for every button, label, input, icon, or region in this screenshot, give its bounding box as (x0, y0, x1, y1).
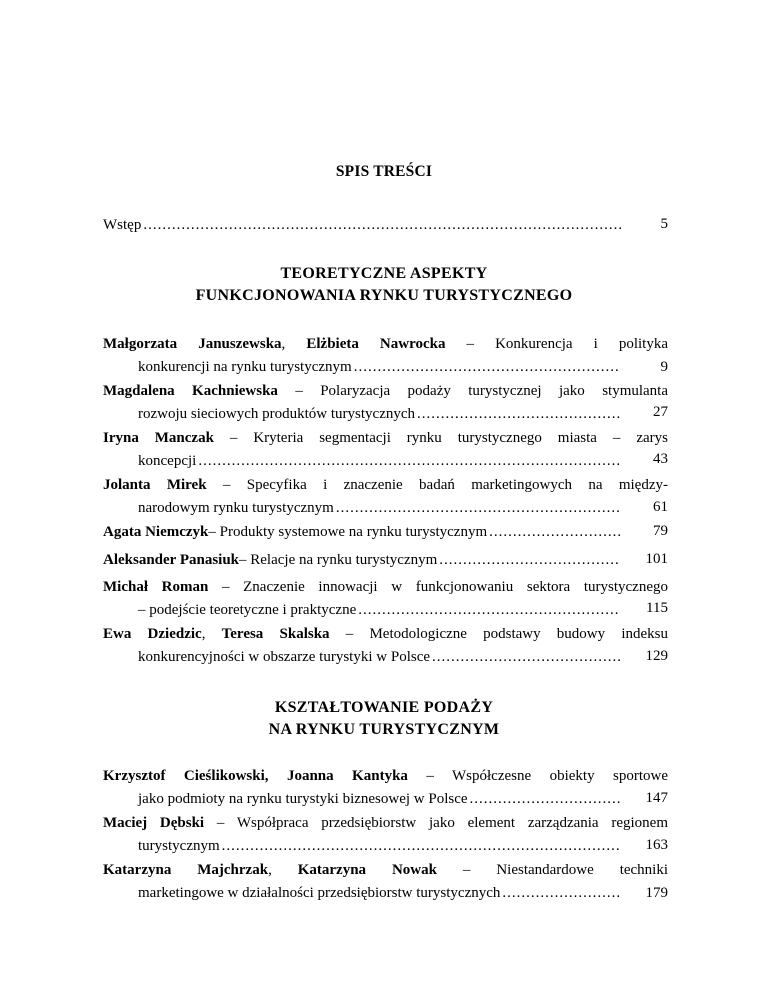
entry-page-number: 61 (653, 499, 668, 515)
entry-author: Ewa Dziedzic (103, 626, 202, 642)
entry-page-number: 115 (646, 600, 668, 616)
toc-entry (103, 521, 620, 544)
entry-page-number: 5 (660, 216, 668, 232)
entry-title: – Metodologiczne podstawy budowy indeksu (329, 626, 669, 642)
entry-author: Katarzyna Majchrzak (103, 862, 269, 878)
entry-title: rozwoju sieciowych produktów turystycznych (138, 405, 416, 422)
entry-author: Jolanta Mirek (103, 477, 207, 493)
entry-title: – Współpraca przedsiębiorstw jako element zarządzania regionem (204, 815, 668, 831)
leader-dots (470, 788, 620, 811)
leader-dots (222, 835, 620, 858)
entry-title: jako podmioty na rynku turystyki biznesowej w Polsce (138, 790, 468, 807)
entry-title: narodowym rynku turystycznym (138, 499, 334, 516)
leader-dots (354, 356, 620, 379)
entry-page-number: 101 (645, 551, 668, 567)
entry-title: konkurencji na rynku turystycznym (138, 358, 352, 375)
entry-title: – Produkty systemowe na rynku turystycznym (208, 524, 488, 540)
entry-title: – Znaczenie innowacji w funkcjonowaniu sektora turystycznego (208, 579, 668, 595)
leader-dots (439, 549, 620, 572)
section-heading-line: KSZTAŁTOWANIE PODAŻY (274, 699, 494, 716)
entry-author: Krzysztof Cieślikowski, Joanna Kantyka (103, 768, 408, 784)
toc-entry: Katarzyna Majchrzak, Katarzyna Nowak – Niestandardowe techniki marketingowe w działalności przedsiębiorstw turystycznych ..... (103, 859, 668, 904)
entry-author: Iryna Manczak (103, 430, 214, 446)
entry-title: – podejście teoretyczne i praktyczne (138, 601, 357, 618)
entry-page-number: 147 (645, 790, 668, 806)
toc-entry: Małgorzata Januszewska, Elżbieta Nawrocka – Konkurencja i polityka konkurencji na rynku turystycznym ..... (103, 333, 668, 378)
entry-author: Aleksander Panasiuk (103, 552, 240, 568)
entry-title: konkurencyjności w obszarze turystyki w Polsce (138, 648, 431, 665)
leader-dots (336, 497, 620, 520)
toc-entry (103, 576, 668, 621)
entry-author: Elżbieta Nawrocka (306, 336, 446, 352)
section-heading-2 (0, 697, 768, 741)
leader-dots (358, 599, 620, 622)
entry-title: – Polaryzacja podaży turystycznej jako stymulanta (277, 383, 669, 399)
entry-title: – Niestandardowe techniki (436, 862, 669, 878)
entry-page-number: 163 (645, 837, 668, 853)
entry-title: turystycznym (138, 837, 220, 854)
entry-page-number: 27 (653, 404, 668, 420)
section-heading-line: TEORETYCZNE ASPEKTY (280, 265, 488, 282)
entry-title: – Współczesne obiekty sportowe (407, 768, 669, 784)
section-heading-line: FUNKCJONOWANIA RYNKU TURYSTYCZNEGO (195, 287, 573, 304)
entry-title: – Konkurencja i polityka (445, 336, 668, 352)
entry-title: koncepcji (138, 452, 197, 469)
leader-dots (417, 403, 620, 426)
toc-entry-intro (103, 214, 623, 237)
entry-page-number: 9 (660, 359, 668, 375)
entry-page-number: 179 (645, 885, 668, 901)
entry-title: – Specyfika i znaczenie badań marketingowych na między- (206, 477, 668, 493)
entry-title: Wstęp (103, 217, 142, 233)
entry-author: Małgorzata Januszewska (103, 336, 282, 352)
entry-page-number: 43 (653, 451, 668, 467)
toc-entry (103, 474, 668, 519)
entry-author: Katarzyna Nowak (297, 862, 437, 878)
leader-dots (432, 646, 620, 669)
toc-entry (103, 427, 668, 472)
leader-dots (143, 214, 623, 237)
entry-title: – Kryteria segmentacji rynku turystycznego miasta – zarys (213, 430, 668, 446)
toc-entry (103, 549, 620, 572)
toc-entry (103, 812, 668, 857)
entry-author: Agata Niemczyk (103, 524, 209, 540)
section-heading-line: NA RYNKU TURYSTYCZNYM (268, 721, 500, 738)
entry-author: Magdalena Kachniewska (103, 383, 278, 399)
entry-author: Teresa Skalska (221, 626, 330, 642)
entry-page-number: 79 (653, 523, 668, 539)
entry-page-number: 129 (645, 648, 668, 664)
page-title: SPIS TREŚCI (335, 163, 433, 180)
toc-entry (103, 765, 668, 810)
toc-entry: Ewa Dziedzic, Teresa Skalska – Metodologiczne podstawy budowy indeksu konkurencyjności w obszarze turystyki w Polsce ..... (103, 623, 668, 668)
entry-title: marketingowe w działalności przedsiębiorstw turystycznych (138, 884, 501, 901)
toc-entry (103, 380, 668, 425)
entry-author: Maciej Dębski (103, 815, 205, 831)
entry-title: – Relacje na rynku turystycznym (239, 552, 438, 568)
section-heading-1 (0, 263, 768, 307)
entry-author: Michał Roman (103, 579, 209, 595)
leader-dots (198, 450, 620, 473)
